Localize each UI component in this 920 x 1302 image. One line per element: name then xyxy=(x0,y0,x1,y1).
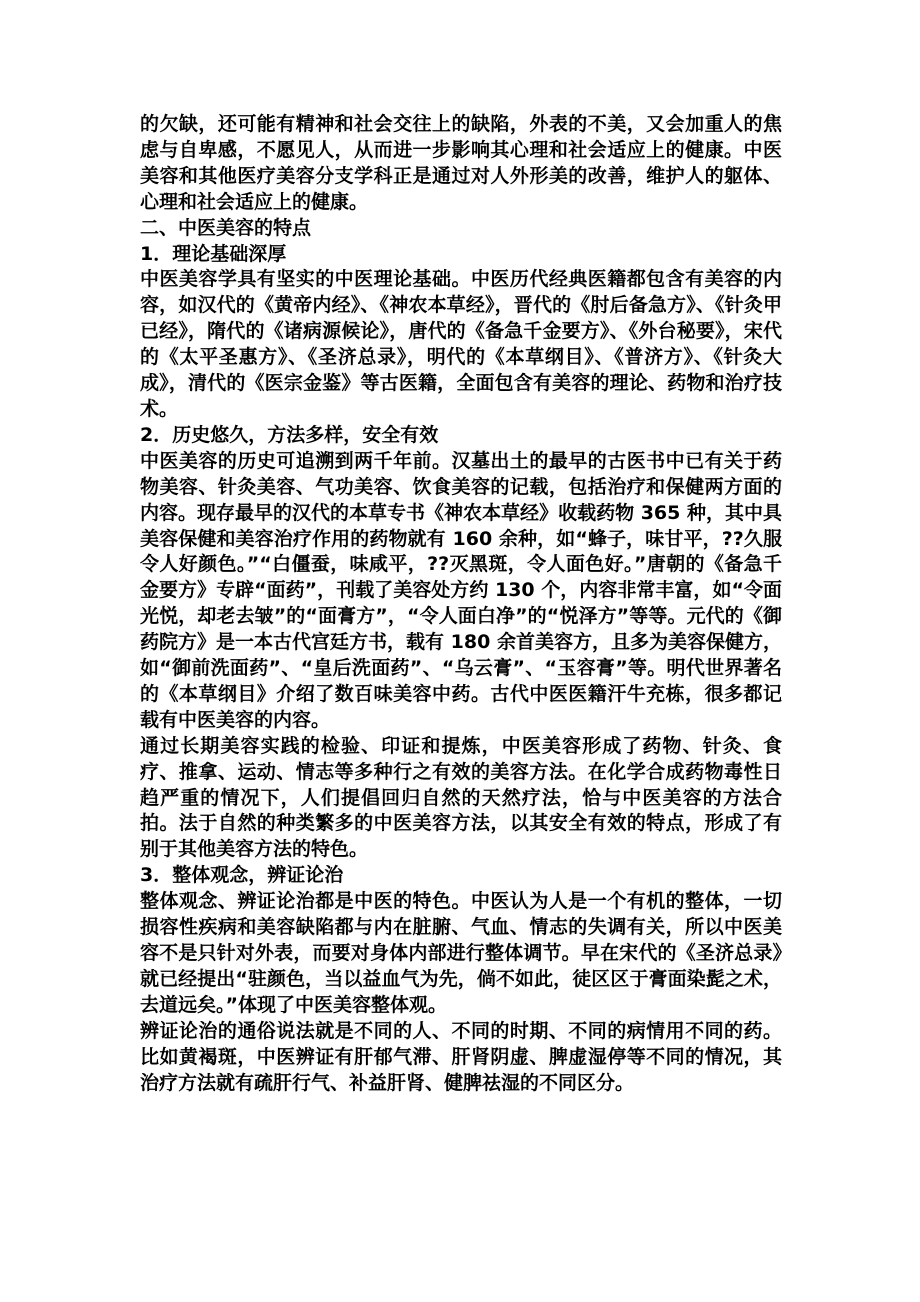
paragraph-holistic-view: 整体观念、辨证论治都是中医的特色。中医认为人是一个有机的整体，一切损容性疾病和美容缺陷都与内在脏腑、气血、情志的失调有关，所以中医美容不是只针对外表，而要对身体内部进行整体调节。早在宋代的《圣济总录》就已经提出“驻颜色，当以益血气为先，倘不如此，徒区区于膏面染髭之术，去道远矣。”体现了中医美容整体观。 xyxy=(140,890,782,1016)
paragraph-long-history: 中医美容的历史可追溯到两千年前。汉墓出土的最早的古医书中已有关于药物美容、针灸美容、气功美容、饮食美容的记载，包括治疗和保健两方面的内容。现存最早的汉代的本草专书《神农本草经》收载药物 365 种，其中具美容保健和美容治疗作用的药物就有 160 余种，如“蜂子，味甘平，??久服令人好颜色。”“白僵蚕，味咸平，??灭黑斑，令人面色好。”唐朝的《备急千金要方》专辟“面药”，刊载了美容处方约 130 个，内容非常丰富，如“令面光悦，却老去皱”的“面膏方”，“令人面白净”的“悦泽方”等等。元代的《御药院方》是一本古代宫廷方书，载有 180 余首美容方，且多为美容保健方，如“御前洗面药”、“皇后洗面药”、“乌云膏”、“玉容膏”等。明代世界著名的《本草纲目》介绍了数百味美容中药。古代中医医籍汗牛充栋，很多都记载有中医美容的内容。 xyxy=(140,449,782,731)
subheading-long-history: 2．历史悠久，方法多样，安全有效 xyxy=(140,423,439,446)
paragraph-theory-foundation: 中医美容学具有坚实的中医理论基础。中医历代经典医籍都包含有美容的内容，如汉代的《黄帝内经》、《神农本草经》，晋代的《肘后备急方》、《针灸甲已经》，隋代的《诸病源候论》，唐代的《备急千金要方》、《外台秘要》，宋代的《太平圣惠方》、《圣济总录》，明代的《本草纲目》、《普济方》、《针灸大成》，清代的《医宗金鉴》等古医籍，全面包含有美容的理论、药物和治疗技术。 xyxy=(140,268,782,420)
section-heading-features: 二、中医美容的特点 xyxy=(140,216,312,239)
subheading-theory-foundation: 1．理论基础深厚 xyxy=(140,242,287,265)
document-page xyxy=(140,112,782,1096)
paragraph-methods: 通过长期美容实践的检验、印证和提炼，中医美容形成了药物、针灸、食疗、推拿、运动、情志等多种行之有效的美容方法。在化学合成药物毒性日趋严重的情况下，人们提倡回归自然的天然疗法，恰与中医美容的方法合拍。法于自然的种类繁多的中医美容方法，以其安全有效的特点，形成了有别于其他美容方法的特色。 xyxy=(140,734,782,861)
subheading-holistic-view: 3．整体观念，辨证论治 xyxy=(140,864,344,887)
paragraph-syndrome-differentiation: 辨证论治的通俗说法就是不同的人、不同的时期、不同的病情用不同的药。比如黄褐斑，中医辨证有肝郁气滞、肝肾阴虚、脾虚湿停等不同的情况，其治疗方法就有疏肝行气、补益肝肾、健脾祛湿的不同区分。 xyxy=(140,1019,782,1094)
paragraph-intro-continuation: 的欠缺，还可能有精神和社会交往上的缺陷，外表的不美，又会加重人的焦虑与自卑感，不愿见人，从而进一步影响其心理和社会适应上的健康。中医美容和其他医疗美容分支学科正是通过对人外形美的改善，维护人的躯体、心理和社会适应上的健康。 xyxy=(140,113,782,213)
